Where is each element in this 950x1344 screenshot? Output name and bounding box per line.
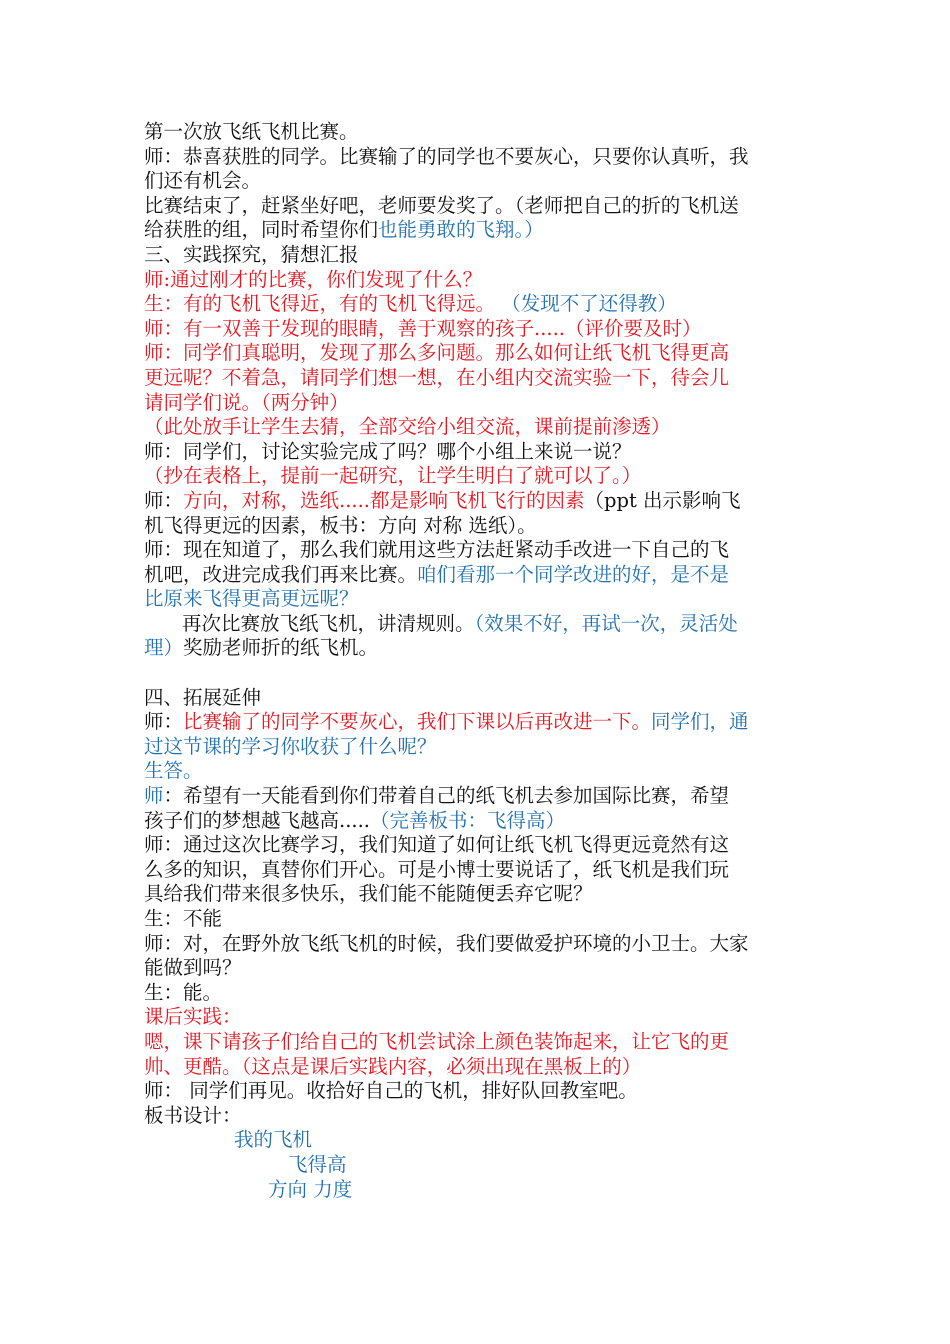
section-heading xyxy=(144,243,812,268)
text-line xyxy=(144,218,812,243)
text-line xyxy=(144,391,812,416)
text-run: 机飞得更远的因素，板书：方向 对称 选纸）。 xyxy=(144,513,537,537)
text-run: 课后实践： xyxy=(144,1005,242,1029)
text-line xyxy=(144,489,812,514)
text-run: 生：不能 xyxy=(144,907,223,930)
document-body xyxy=(144,120,812,1202)
text-run: 生答。 xyxy=(144,759,203,783)
text-line xyxy=(144,514,812,539)
text-line xyxy=(144,759,812,784)
text-run: 师：同学们真聪明，发现了那么多问题。那么如何让纸飞机飞得更高 xyxy=(144,341,730,365)
text-run: 师：有一双善于发现的眼睛，善于观察的孩子.....（评价要及时） xyxy=(144,316,702,340)
text-run: 板书设计： xyxy=(144,1103,242,1127)
text-run: 比赛结束了，赶紧坐好吧，老师要发奖了。（老师把自己的折的飞机送 xyxy=(144,193,739,217)
text-run: 么多的知识，真替你们开心。可是小博士要说话了，纸飞机是我们玩 xyxy=(144,857,730,881)
text-line xyxy=(144,981,812,1006)
text-run: （此处放手让学生去猜，全部交给小组交流，课前提前渗透） xyxy=(144,415,671,439)
blank-line xyxy=(144,661,812,686)
text-run: 方向，对称，选纸.....都是影响飞机飞行的因素 xyxy=(183,488,585,512)
text-run: 机吧，改进完成我们再来比赛。 xyxy=(144,562,418,586)
text-line xyxy=(144,538,812,563)
text-run: 师：通过这次比赛学习，我们知道了如何让纸飞机飞得更远竟然有这 xyxy=(144,833,730,857)
text-run: 孩子们的梦想越飞越高..... xyxy=(144,808,370,832)
text-run: 过这节课的学习你收获了什么呢？ xyxy=(144,734,437,758)
text-line xyxy=(144,636,812,661)
text-run: 师：恭喜获胜的同学。比赛输了的同学也不要灰心，只要你认真听，我 xyxy=(144,144,749,168)
text-line xyxy=(144,464,812,489)
text-line xyxy=(144,1005,812,1030)
text-run: 方向 力度 xyxy=(268,1177,353,1201)
text-line xyxy=(144,194,812,219)
text-run: 飞得高 xyxy=(288,1152,347,1176)
text-line xyxy=(144,317,812,342)
text-line xyxy=(144,440,812,465)
text-line xyxy=(144,932,812,957)
text-run: 师:通过刚才的比赛，你们发现了什么？ xyxy=(144,267,483,291)
text-line xyxy=(144,587,812,612)
text-line xyxy=(144,563,812,588)
text-line xyxy=(144,120,812,145)
text-line xyxy=(144,268,812,293)
text-line xyxy=(144,1055,812,1080)
text-run: 奖励老师折的纸飞机。 xyxy=(183,636,379,660)
text-line xyxy=(144,292,812,317)
text-run: 师：现在知道了，那么我们就用这些方法赶紧动手改进一下自己的飞 xyxy=(144,538,730,562)
text-line xyxy=(144,833,812,858)
text-line xyxy=(144,858,812,883)
text-line xyxy=(144,145,812,170)
text-run: 比赛输了的同学不要灰心，我们下课以后再改进一下。 xyxy=(183,710,652,734)
text-run: 请同学们说。（两分钟） xyxy=(144,390,349,414)
board-design-item xyxy=(144,1153,812,1178)
text-line xyxy=(144,341,812,366)
text-run: 第一次放飞纸飞机比赛。 xyxy=(144,120,359,143)
text-line xyxy=(144,1104,812,1129)
text-run: 帅、更酷。（这点是课后实践内容，必须出现在黑板上的） xyxy=(144,1054,642,1078)
text-run: （完善板书：飞得高） xyxy=(370,808,566,832)
text-run: 师： 同学们再见。收拾好自己的飞机，排好队回教室吧。 xyxy=(144,1079,638,1103)
text-run: 也能勇敢的飞翔。） xyxy=(378,218,544,242)
text-line xyxy=(144,735,812,760)
text-line xyxy=(144,415,812,440)
text-run: 比原来飞得更高更远呢？ xyxy=(144,587,359,611)
text-run: 能做到吗？ xyxy=(144,956,242,980)
text-run: 们还有机会。 xyxy=(144,169,262,193)
text-run: （效果不好，再试一次，灵活处 xyxy=(474,611,738,635)
text-line xyxy=(144,907,812,932)
board-design-title xyxy=(144,1128,812,1153)
text-line xyxy=(144,882,812,907)
text-line xyxy=(144,809,812,834)
section-heading xyxy=(144,686,812,711)
text-run: 更远呢？不着急，请同学们想一想，在小组内交流实验一下，待会儿 xyxy=(144,365,730,389)
text-line xyxy=(144,784,812,809)
text-run: （抄在表格上，提前一起研究，让学生明白了就可以了。） xyxy=(144,464,642,488)
text-run: 师 xyxy=(144,784,164,808)
text-run: 给获胜的组，同时希望你们 xyxy=(144,218,379,242)
text-run: 生：能。 xyxy=(144,980,223,1004)
text-run: 生：有的飞机飞得近，有的飞机飞得远。 xyxy=(144,292,502,316)
text-run: 理） xyxy=(144,636,184,660)
text-run: 具给我们带来很多快乐，我们能不能随便丢弃它呢？ xyxy=(144,882,593,906)
text-run: 嗯，课下请孩子们给自己的飞机尝试涂上颜色装饰起来，让它飞的更 xyxy=(144,1029,730,1053)
text-run: 我的飞机 xyxy=(234,1128,313,1152)
text-line xyxy=(144,956,812,981)
text-run: ：希望有一天能看到你们带着自己的纸飞机去参加国际比赛，希望 xyxy=(163,784,730,808)
text-run: 三、实践探究，猜想汇报 xyxy=(144,242,359,266)
text-line xyxy=(144,1030,812,1055)
text-run: 同学们，通 xyxy=(651,710,749,734)
text-run: （ppt 出示影响飞 xyxy=(584,488,741,512)
text-line xyxy=(144,169,812,194)
text-run: 师： xyxy=(144,488,184,512)
text-run: 咱们看那一个同学改进的好，是不是 xyxy=(417,562,730,586)
text-line xyxy=(144,1079,812,1104)
text-line xyxy=(144,612,812,637)
text-run: 再次比赛放飞纸飞机，讲清规则。 xyxy=(182,611,475,635)
text-run: 师：对，在野外放飞纸飞机的时候，我们要做爱护环境的小卫士。大家 xyxy=(144,931,749,955)
text-line xyxy=(144,710,812,735)
text-run: （发现不了还得教） xyxy=(501,292,677,316)
text-line xyxy=(144,366,812,391)
board-design-item xyxy=(144,1178,812,1203)
text-run: 师： xyxy=(144,710,184,734)
text-run: 四、拓展延伸 xyxy=(144,685,262,709)
text-run: 师：同学们，讨论实验完成了吗？哪个小组上来说一说？ xyxy=(144,439,632,463)
